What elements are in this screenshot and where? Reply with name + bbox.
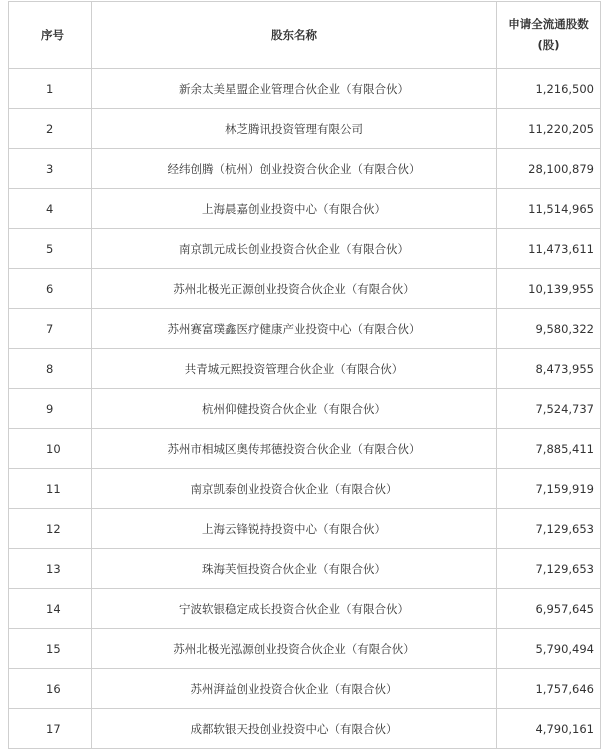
- shareholder-name: 珠海芙恒投资合伙企业（有限合伙）: [92, 549, 497, 589]
- table-row: [9, 189, 601, 229]
- row-index: 5: [9, 229, 92, 269]
- share-count: 1,216,500: [497, 69, 601, 109]
- table-row: [9, 309, 601, 349]
- shareholder-name: 宁波软银稳定成长投资合伙企业（有限合伙）: [92, 589, 497, 629]
- row-index: 10: [9, 429, 92, 469]
- share-count: 4,790,161: [497, 709, 601, 749]
- share-count: 10,139,955: [497, 269, 601, 309]
- share-count: 7,129,653: [497, 549, 601, 589]
- shareholder-name: 苏州北极光正源创业投资合伙企业（有限合伙）: [92, 269, 497, 309]
- shareholder-name: 南京凯元成长创业投资合伙企业（有限合伙）: [92, 229, 497, 269]
- table-row: [9, 469, 601, 509]
- table-row: [9, 429, 601, 469]
- shareholder-name: 经纬创腾（杭州）创业投资合伙企业（有限合伙）: [92, 149, 497, 189]
- table-row: [9, 629, 601, 669]
- share-count: 8,473,955: [497, 349, 601, 389]
- table-row: [9, 269, 601, 309]
- share-count: 11,514,965: [497, 189, 601, 229]
- share-count: 7,524,737: [497, 389, 601, 429]
- share-count: 7,885,411: [497, 429, 601, 469]
- table-row: [9, 509, 601, 549]
- share-count: 1,757,646: [497, 669, 601, 709]
- header-row: [9, 2, 601, 69]
- row-index: 3: [9, 149, 92, 189]
- shareholder-name: 上海晨嘉创业投资中心（有限合伙）: [92, 189, 497, 229]
- table-row: [9, 349, 601, 389]
- table-header: [9, 2, 601, 69]
- header-circulating-shares: 申请全流通股数(股): [497, 2, 601, 69]
- row-index: 14: [9, 589, 92, 629]
- table-body: [9, 69, 601, 749]
- share-count: 28,100,879: [497, 149, 601, 189]
- row-index: 1: [9, 69, 92, 109]
- shareholder-name: 南京凯泰创业投资合伙企业（有限合伙）: [92, 469, 497, 509]
- share-count: 11,473,611: [497, 229, 601, 269]
- shareholder-name: 新余太美星盟企业管理合伙企业（有限合伙）: [92, 69, 497, 109]
- row-index: 9: [9, 389, 92, 429]
- row-index: 17: [9, 709, 92, 749]
- table-row: [9, 589, 601, 629]
- shareholder-name: 苏州赛富璞鑫医疗健康产业投资中心（有限合伙）: [92, 309, 497, 349]
- shareholder-name: 林芝腾讯投资管理有限公司: [92, 109, 497, 149]
- row-index: 2: [9, 109, 92, 149]
- row-index: 8: [9, 349, 92, 389]
- share-count: 5,790,494: [497, 629, 601, 669]
- table-row: [9, 69, 601, 109]
- shareholder-table: [8, 1, 601, 749]
- row-index: 4: [9, 189, 92, 229]
- row-index: 12: [9, 509, 92, 549]
- header-shareholder-name: 股东名称: [92, 2, 497, 69]
- table-row: [9, 149, 601, 189]
- row-index: 16: [9, 669, 92, 709]
- row-index: 11: [9, 469, 92, 509]
- table-row: [9, 389, 601, 429]
- share-count: 7,159,919: [497, 469, 601, 509]
- share-count: 11,220,205: [497, 109, 601, 149]
- header-index: 序号: [9, 2, 92, 69]
- row-index: 7: [9, 309, 92, 349]
- shareholder-name: 共青城元熙投资管理合伙企业（有限合伙）: [92, 349, 497, 389]
- table-row: [9, 549, 601, 589]
- shareholder-name: 杭州仰健投资合伙企业（有限合伙）: [92, 389, 497, 429]
- shareholder-name: 成都软银天投创业投资中心（有限合伙）: [92, 709, 497, 749]
- share-count: 9,580,322: [497, 309, 601, 349]
- row-index: 13: [9, 549, 92, 589]
- row-index: 15: [9, 629, 92, 669]
- shareholder-name: 苏州湃益创业投资合伙企业（有限合伙）: [92, 669, 497, 709]
- share-count: 7,129,653: [497, 509, 601, 549]
- table-row: [9, 229, 601, 269]
- shareholder-name: 苏州北极光泓源创业投资合伙企业（有限合伙）: [92, 629, 497, 669]
- table-row: [9, 109, 601, 149]
- share-count: 6,957,645: [497, 589, 601, 629]
- shareholder-name: 上海云锋锐持投资中心（有限合伙）: [92, 509, 497, 549]
- table-row: [9, 709, 601, 749]
- table-row: [9, 669, 601, 709]
- shareholder-name: 苏州市相城区奥传邦德投资合伙企业（有限合伙）: [92, 429, 497, 469]
- row-index: 6: [9, 269, 92, 309]
